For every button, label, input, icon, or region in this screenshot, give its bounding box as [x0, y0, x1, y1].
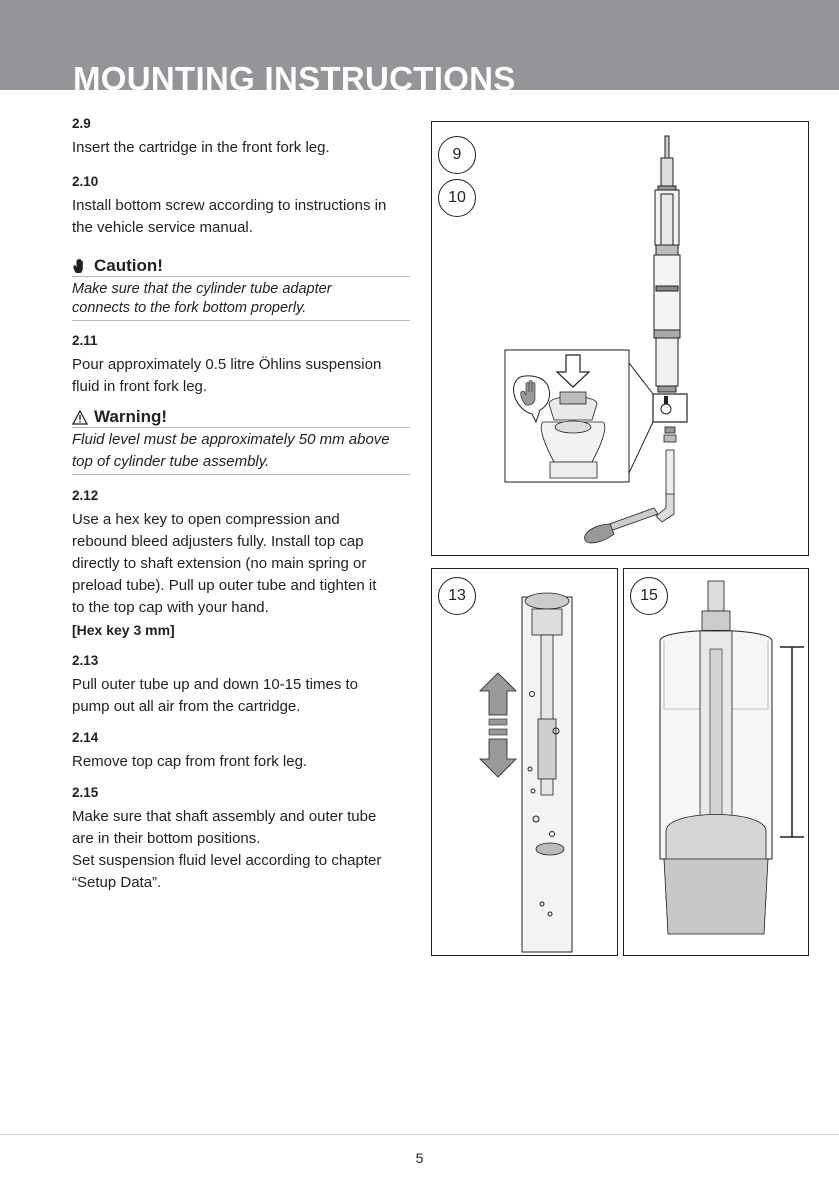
hand-stop-icon [72, 258, 88, 274]
caution-divider [72, 276, 410, 277]
step-number: 2.9 [72, 116, 91, 131]
page-title: MOUNTING INSTRUCTIONS [73, 60, 516, 90]
step-text: directly to shaft extension (no main spring or [72, 555, 367, 572]
figure-pump-cartridge [431, 568, 618, 956]
step-text: Pull outer tube up and down 10-15 times to [72, 676, 359, 693]
step-text: Pour approximately 0.5 litre Öhlins suspension [72, 356, 382, 373]
warning-heading [72, 407, 410, 427]
step-text: to the top cap with your hand. [72, 599, 269, 616]
figure-cartridge-install [431, 121, 809, 556]
cartridge-illustration [432, 122, 808, 555]
caution-heading [72, 256, 410, 276]
footer-divider [0, 1134, 839, 1135]
warning-triangle-icon [72, 410, 88, 425]
page-header [0, 0, 839, 90]
step-text: preload tube). Pull up outer tube and tighten it [72, 577, 377, 594]
tool-note: [Hex key 3 mm] [72, 622, 175, 638]
step-text: rebound bleed adjusters fully. Install top cap [72, 533, 364, 550]
figure-label: 13 [438, 577, 476, 615]
step-text: the vehicle service manual. [72, 219, 253, 236]
step-number: 2.10 [72, 174, 99, 189]
caution-divider [72, 320, 410, 321]
step-number: 2.11 [72, 333, 98, 348]
instructions-column [72, 113, 410, 894]
warning-divider [72, 427, 410, 428]
caution-title: Caution! [94, 256, 163, 275]
step-text: Remove top cap from front fork leg. [72, 753, 308, 770]
warning-text: Fluid level must be approximately 50 mm above [72, 431, 390, 448]
step-text: are in their bottom positions. [72, 830, 261, 847]
figure-fluid-level [623, 568, 809, 956]
step-text: fluid in front fork leg. [72, 378, 208, 395]
figure-label: 15 [630, 577, 668, 615]
step-number: 2.14 [72, 730, 99, 745]
warning-divider [72, 474, 410, 475]
step-number: 2.12 [72, 488, 99, 503]
step-text: Install bottom screw according to instructions in [72, 197, 387, 214]
pump-illustration [432, 569, 617, 955]
step-text: Use a hex key to open compression and [72, 511, 340, 528]
step-text: pump out all air from the cartridge. [72, 698, 301, 715]
step-text: Insert the cartridge in the front fork leg. [72, 139, 330, 156]
figure-label: 9 [438, 136, 476, 174]
warning-text: top of cylinder tube assembly. [72, 453, 270, 470]
figure-label: 10 [438, 179, 476, 217]
caution-text: connects to the fork bottom properly. [72, 300, 307, 316]
step-text: Make sure that shaft assembly and outer tube [72, 808, 377, 825]
fluid-level-illustration [624, 569, 808, 955]
step-text: Set suspension fluid level according to chapter [72, 852, 382, 869]
step-text: “Setup Data”. [72, 874, 162, 891]
step-number: 2.15 [72, 785, 99, 800]
page-number: 5 [415, 1150, 424, 1166]
warning-title: Warning! [94, 407, 168, 426]
step-number: 2.13 [72, 653, 99, 668]
caution-text: Make sure that the cylinder tube adapter [72, 281, 332, 297]
